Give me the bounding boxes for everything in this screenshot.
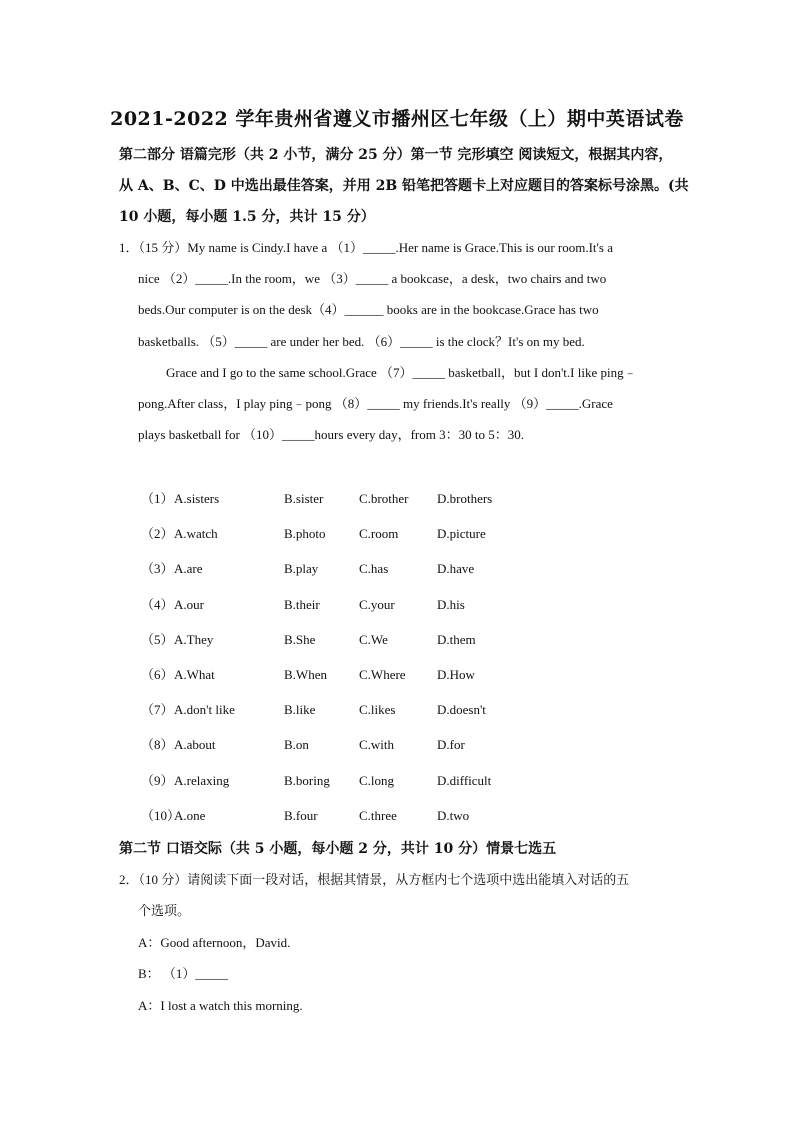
option-b: B.photo (284, 526, 326, 542)
option-d: D.them (437, 631, 476, 647)
option-a: A.one (174, 807, 206, 823)
option-number: （5） (141, 631, 174, 647)
option-d: D.picture (437, 526, 486, 542)
option-c: C.room (359, 526, 399, 542)
option-c: C.with (359, 737, 395, 753)
option-a: A.about (174, 737, 216, 753)
section-heading-cloze (119, 140, 689, 233)
option-c: C.your (359, 596, 395, 612)
option-b: B.their (284, 596, 320, 612)
option-b: B.boring (284, 772, 330, 788)
section-instructions-line-1: 第二部分 语篇完形（共 2 小节，满分 25 分）第一节 完形填空 阅读短文，根据其内容， (119, 147, 673, 163)
option-d: D.two (437, 807, 470, 823)
option-c: C.three (359, 807, 397, 823)
option-d: D.doesn't (437, 702, 486, 718)
answer-options-table (141, 484, 537, 836)
option-b: B.When (284, 666, 327, 682)
option-c: C.We (359, 631, 388, 647)
option-a: A.sisters (174, 491, 220, 506)
option-b: B.play (284, 561, 319, 577)
option-d: D.brothers (437, 491, 493, 506)
passage-line: pong.After class，I play ping﹣pong （8）_____ my friends.It's really （9）_____.Grace (138, 396, 613, 412)
option-row (141, 519, 537, 554)
question-2-prompt-line-2: 个选项。 (138, 903, 191, 919)
question-2 (119, 864, 681, 1021)
option-number: （8） (141, 737, 174, 753)
option-b: B.She (284, 631, 316, 647)
option-c: C.likes (359, 702, 396, 718)
option-b: B.four (284, 807, 318, 823)
option-a: A.watch (174, 526, 218, 542)
option-number: （2） (141, 526, 174, 542)
option-c: C.long (359, 772, 395, 788)
option-d: D.How (437, 666, 475, 682)
option-row (141, 695, 537, 730)
section-instructions-line-3: 10 小题，每小题 1.5 分，共计 15 分） (119, 209, 375, 225)
question-2-prompt-line-1: 2．（10 分）请阅读下面一段对话，根据其情景，从方框内七个选项中选出能填入对话的五 (119, 872, 630, 887)
option-number: （10） (141, 807, 181, 823)
option-d: D.difficult (437, 772, 492, 788)
passage-line: basketballs. （5）_____ are under her bed. （6）_____ is the clock？It's on my bed. (138, 333, 585, 349)
dialogue-line: A：I lost a watch this morning. (138, 997, 303, 1013)
option-a: A.are (174, 561, 203, 577)
option-a: A.relaxing (174, 772, 230, 788)
option-number: （6） (141, 666, 174, 682)
passage-line: nice （2）_____.In the room，we （3）_____ a bookcase，a desk，two chairs and two (138, 271, 607, 287)
option-row (141, 801, 537, 836)
option-row (141, 625, 537, 660)
option-row (141, 730, 537, 765)
exam-title: 2021-2022 学年贵州省遵义市播州区七年级（上）期中英语试卷 (110, 108, 684, 130)
option-row (141, 590, 537, 625)
option-row (141, 660, 537, 695)
option-number: （7） (141, 702, 174, 718)
option-c: C.brother (359, 491, 409, 506)
passage-line: 1．（15 分）My name is Cindy.I have a （1）_____.Her name is Grace.This is our room.It's a (119, 240, 613, 255)
option-c: C.Where (359, 666, 406, 682)
section-instructions-line-2: 从 A、B、C、D 中选出最佳答案，并用 2B 铅笔把答题卡上对应题目的答案标号涂黑。(共 (119, 178, 689, 194)
option-d: D.his (437, 596, 465, 612)
passage-line: plays basketball for （10）_____hours every day，from 3：30 to 5：30. (138, 427, 524, 443)
option-b: B.sister (284, 491, 324, 506)
option-row (141, 484, 537, 519)
passage-line: beds.Our computer is on the desk（4）______ books are in the bookcase.Grace has two (138, 302, 599, 318)
option-c: C.has (359, 561, 389, 577)
option-number: （9） (141, 772, 174, 788)
option-b: B.like (284, 702, 316, 718)
option-a: A.don't like (174, 702, 235, 718)
dialogue-line: B： （1）_____ (138, 966, 228, 982)
passage-line: Grace and I go to the same school.Grace （7）_____ basketball，but I don't.I like ping﹣ (166, 364, 637, 380)
option-number: （1） (141, 491, 174, 506)
question-1-passage (119, 232, 681, 450)
option-row (141, 554, 537, 589)
option-a: A.They (174, 631, 214, 647)
option-d: D.for (437, 737, 465, 753)
option-row (141, 766, 537, 801)
option-d: D.have (437, 561, 475, 577)
option-number: （3） (141, 561, 174, 577)
option-a: A.What (174, 666, 215, 682)
option-a: A.our (174, 596, 204, 612)
option-number: （4） (141, 596, 174, 612)
dialogue-line: A：Good afternoon，David. (138, 934, 291, 950)
option-b: B.on (284, 737, 309, 753)
section-heading-dialogue: 第二节 口语交际（共 5 小题，每小题 2 分，共计 10 分）情景七选五 (119, 841, 557, 857)
